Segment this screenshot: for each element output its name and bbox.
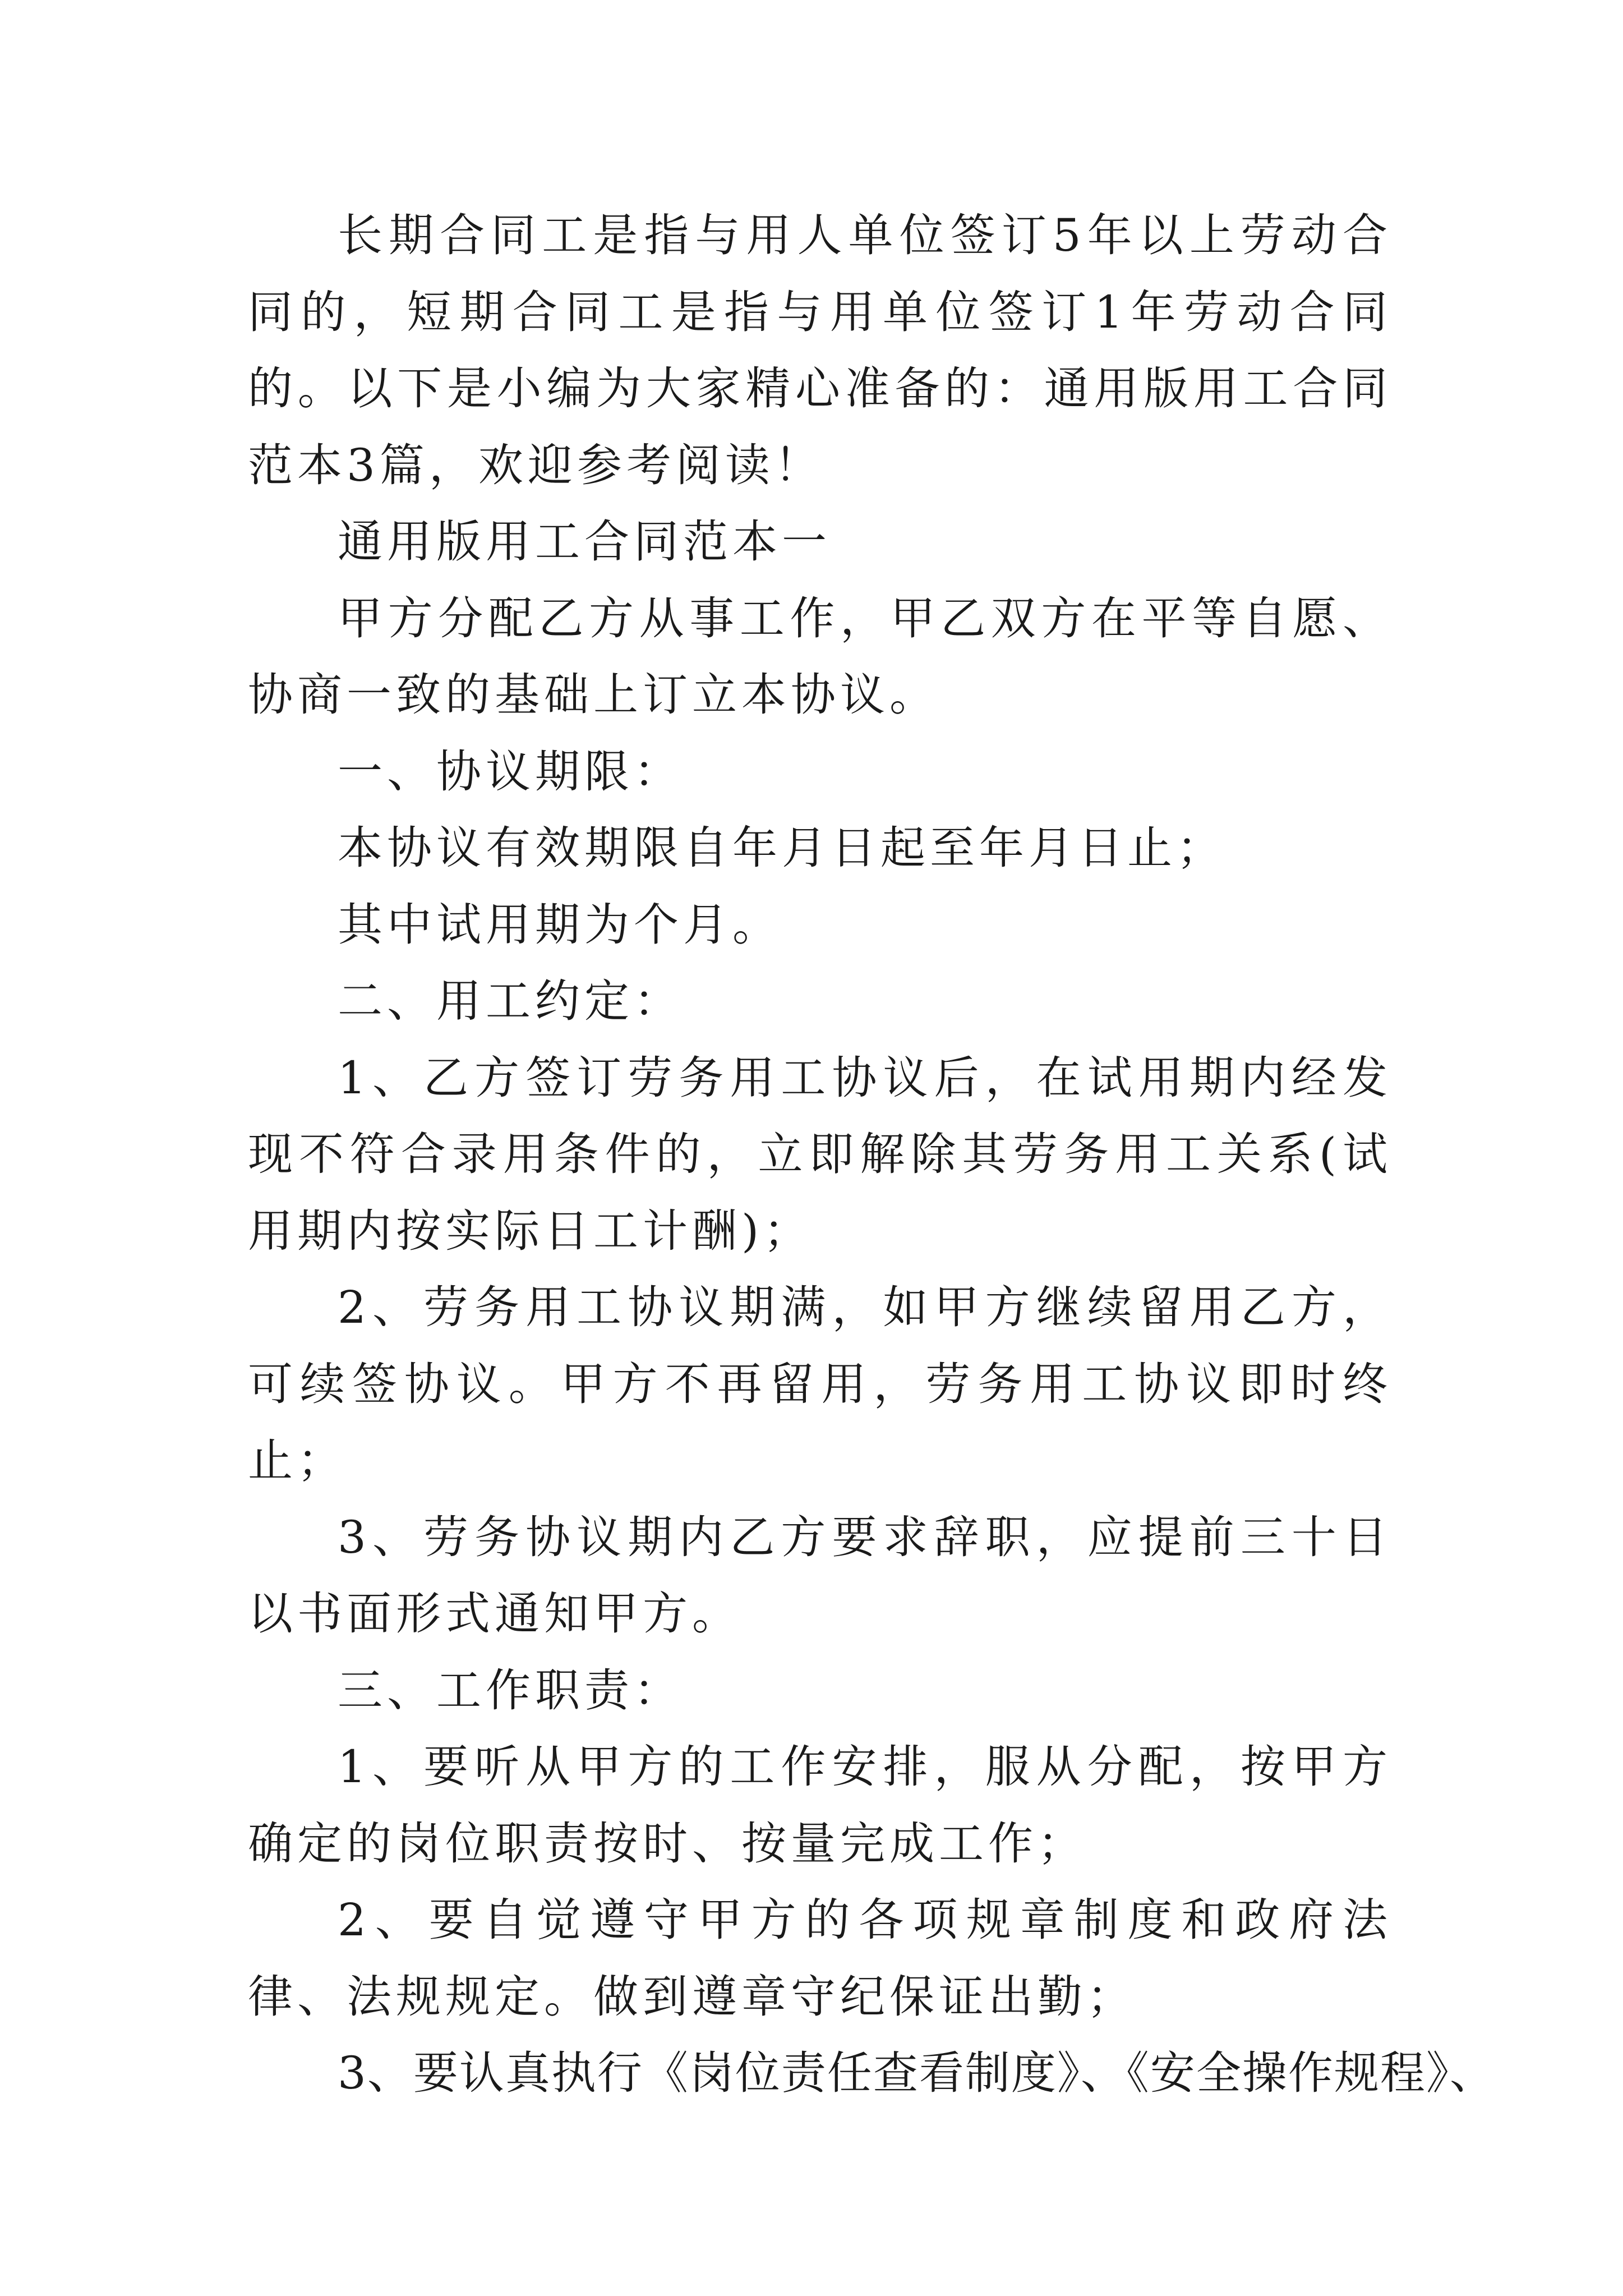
heading-job-duties: 三、工作职责：	[338, 1664, 683, 1717]
document-body	[248, 197, 1496, 2112]
job-duty-2: 2、要自觉遵守甲方的各项规章制度和政府法律、法规规定。做到遵章守纪保证出勤；	[248, 1894, 1392, 2023]
job-duty-1: 1、要听从甲方的工作安排，服从分配，按甲方确定的岗位职责按时、按量完成工作；	[248, 1741, 1392, 1870]
term-validity-paragraph: 本协议有效期限自年月日起至年月日止；	[338, 822, 1226, 874]
preamble-paragraph: 甲方分配乙方从事工作，甲乙双方在平等自愿、协商一致的基础上订立本协议。	[248, 592, 1392, 721]
employment-term-1: 1、乙方签订劳务用工协议后，在试用期内经发现不符合录用条件的，立即解除其劳务用工关系(试用期内按实际日工计酬)；	[248, 1051, 1392, 1257]
employment-term-3: 3、劳务协议期内乙方要求辞职，应提前三十日以书面形式通知甲方。	[248, 1511, 1392, 1640]
job-duty-3: 3、要认真执行《岗位责任查看制度》、《安全操作规程》、	[338, 2047, 1496, 2099]
section-title: 通用版用工合同范本一	[338, 516, 831, 568]
probation-paragraph: 其中试用期为个月。	[338, 898, 782, 951]
heading-employment-terms: 二、用工约定：	[338, 975, 683, 1027]
employment-term-2: 2、劳务用工协议期满，如甲方继续留用乙方，可续签协议。甲方不再留用，劳务用工协议即时终止；	[248, 1281, 1392, 1487]
intro-paragraph: 长期合同工是指与用人单位签订5年以上劳动合同的，短期合同工是指与用单位签订1年劳动合同的。以下是小编为大家精心准备的：通用版用工合同范本3篇，欢迎参考阅读！	[248, 209, 1392, 491]
heading-agreement-term: 一、协议期限：	[338, 745, 683, 798]
